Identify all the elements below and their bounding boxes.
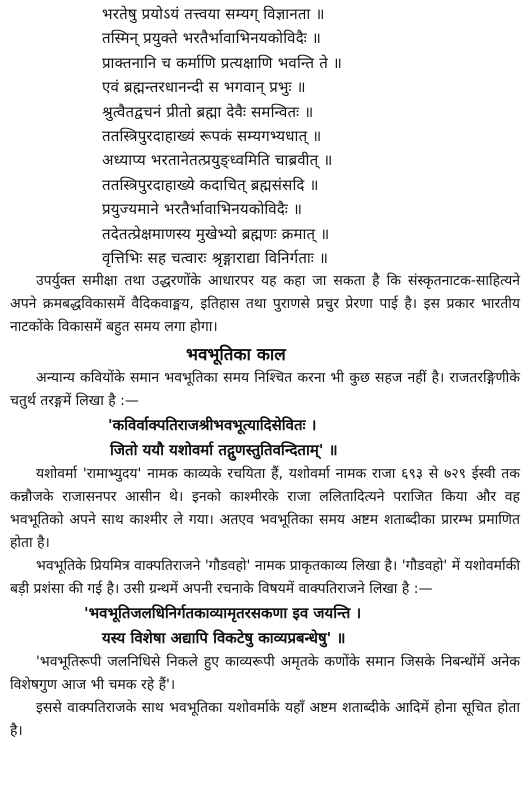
quote-line: जितो ययौ यशोवर्मा तद्गुणस्तुतिवन्दिताम्' ॥ [110,441,338,460]
quote-line: 'भवभूतिजलधिनिर्गतकाव्यामृतरसकणा इव जयन्ति । [84,604,362,623]
verse-block [10,2,520,270]
verse-line: एवं ब्रह्मन्तरधानन्दी स भगवान् प्रभुः ॥ [102,78,306,97]
section-heading: भवभूतिका काल [186,345,286,366]
paragraph-final: इससे वाक्पतिराजके साथ भवभूतिका यशोवर्माके यहाँ अष्टम शताब्दीके आदिमें होना सूचित होता है। [10,700,520,740]
paragraph-vakpatiraja: भवभूतिके प्रियमित्र वाक्पतिराजने 'गौडवहो' नामक प्राकृतकाव्य लिखा है। 'गौडवहो' में यशोवर्माकी बड़ी प्रशंसा की गई है। उसी ग्रन्थमें अपनी रचनाके विषयमें वाक्पतिराजने लिखा है :— [10,558,520,598]
verse-line: अध्याप्य भरतानेतत्प्रयुङ्ध्वमिति चाब्रवीत् ॥ [102,151,333,170]
verse-line: प्रयुज्यमाने भरतैर्भावाभिनयकोविदैः ॥ [102,200,303,219]
paragraph-yashovarma: यशोवर्मा 'रामाभ्युदय' नामक काव्यके रचयिता हैं, यशोवर्मा नामक राजा ६९३ से ७२९ ईस्वी तक कन्नौजके राजासनपर आसीन थे। इनको काश्मीरके राजा ललितादित्यने पराजित किया और वह भवभूतिको अपने साथ काश्मीर ले गया। अतएव भवभूतिका समय अष्टम शताब्दीका प्रारम्भ प्रमाणित होता है। [10,466,520,552]
verse-line: तस्मिन् प्रयुक्ते भरतैर्भावाभिनयकोविदैः ॥ [102,29,322,48]
quote-line: यस्य विशेषा अद्यापि विकटेषु काव्यप्रबन्धेषु' ॥ [102,629,346,648]
verse-line: ततस्त्रिपुरदाहाख्ये कदाचित् ब्रह्मसंसदि ॥ [102,175,319,194]
paragraph-translation: 'भवभूतिरूपी जलनिधिसे निकले हुए काव्यरूपी अमृतके कणोंके समान जिसके निबन्धोंमें अनेक विशेषगुण आज भी चमक रहे हैं'। [10,654,520,694]
verse-line: प्राक्तनानि च कर्माणि प्रत्यक्षाणि भवन्ति ते ॥ [102,53,343,72]
quote-line: 'कविर्वाक्पतिराजश्रीभवभूत्यादिसेवितः । [108,416,317,435]
paragraph-intro: अन्यान्य कवियोंके समान भवभूतिका समय निश्चित करना भी कुछ सहज नहीं है। राजतरङ्गिणीके चतुर्थ तरङ्गमें लिखा है :— [10,370,520,410]
verse-line: भरतेषु प्रयोऽयं तत्त्वया सम्यग् विज्ञानता ॥ [102,5,325,23]
verse-line: तदेतत्प्रेक्षमाणस्य मुखेभ्यो ब्रह्मणः क्रमात् ॥ [102,224,330,243]
verse-line: ततस्त्रिपुरदाहाख्यं रूपकं सम्यगभ्यधात् ॥ [102,127,322,146]
verse-line: श्रुत्वैतद्वचनं प्रीतो ब्रह्मा देवैः समन्वितः ॥ [102,102,314,121]
verse-line: वृत्तिभिः सह चत्वारः श्रृङ्गाराद्या विनिर्गताः ॥ [102,249,329,268]
paragraph-conclusion: उपर्युक्त समीक्षा तथा उद्धरणोंके आधारपर यह कहा जा सकता है कि संस्कृतनाटक-साहित्यने अपने क्रमबद्धविकासमें वैदिकवाङ्मय, इतिहास तथा पुराणसे प्रचुर प्रेरणा पाई है। इस प्रकार भारतीय नाटकोंके विकासमें बहुत समय लगा होगा। [10,273,520,336]
